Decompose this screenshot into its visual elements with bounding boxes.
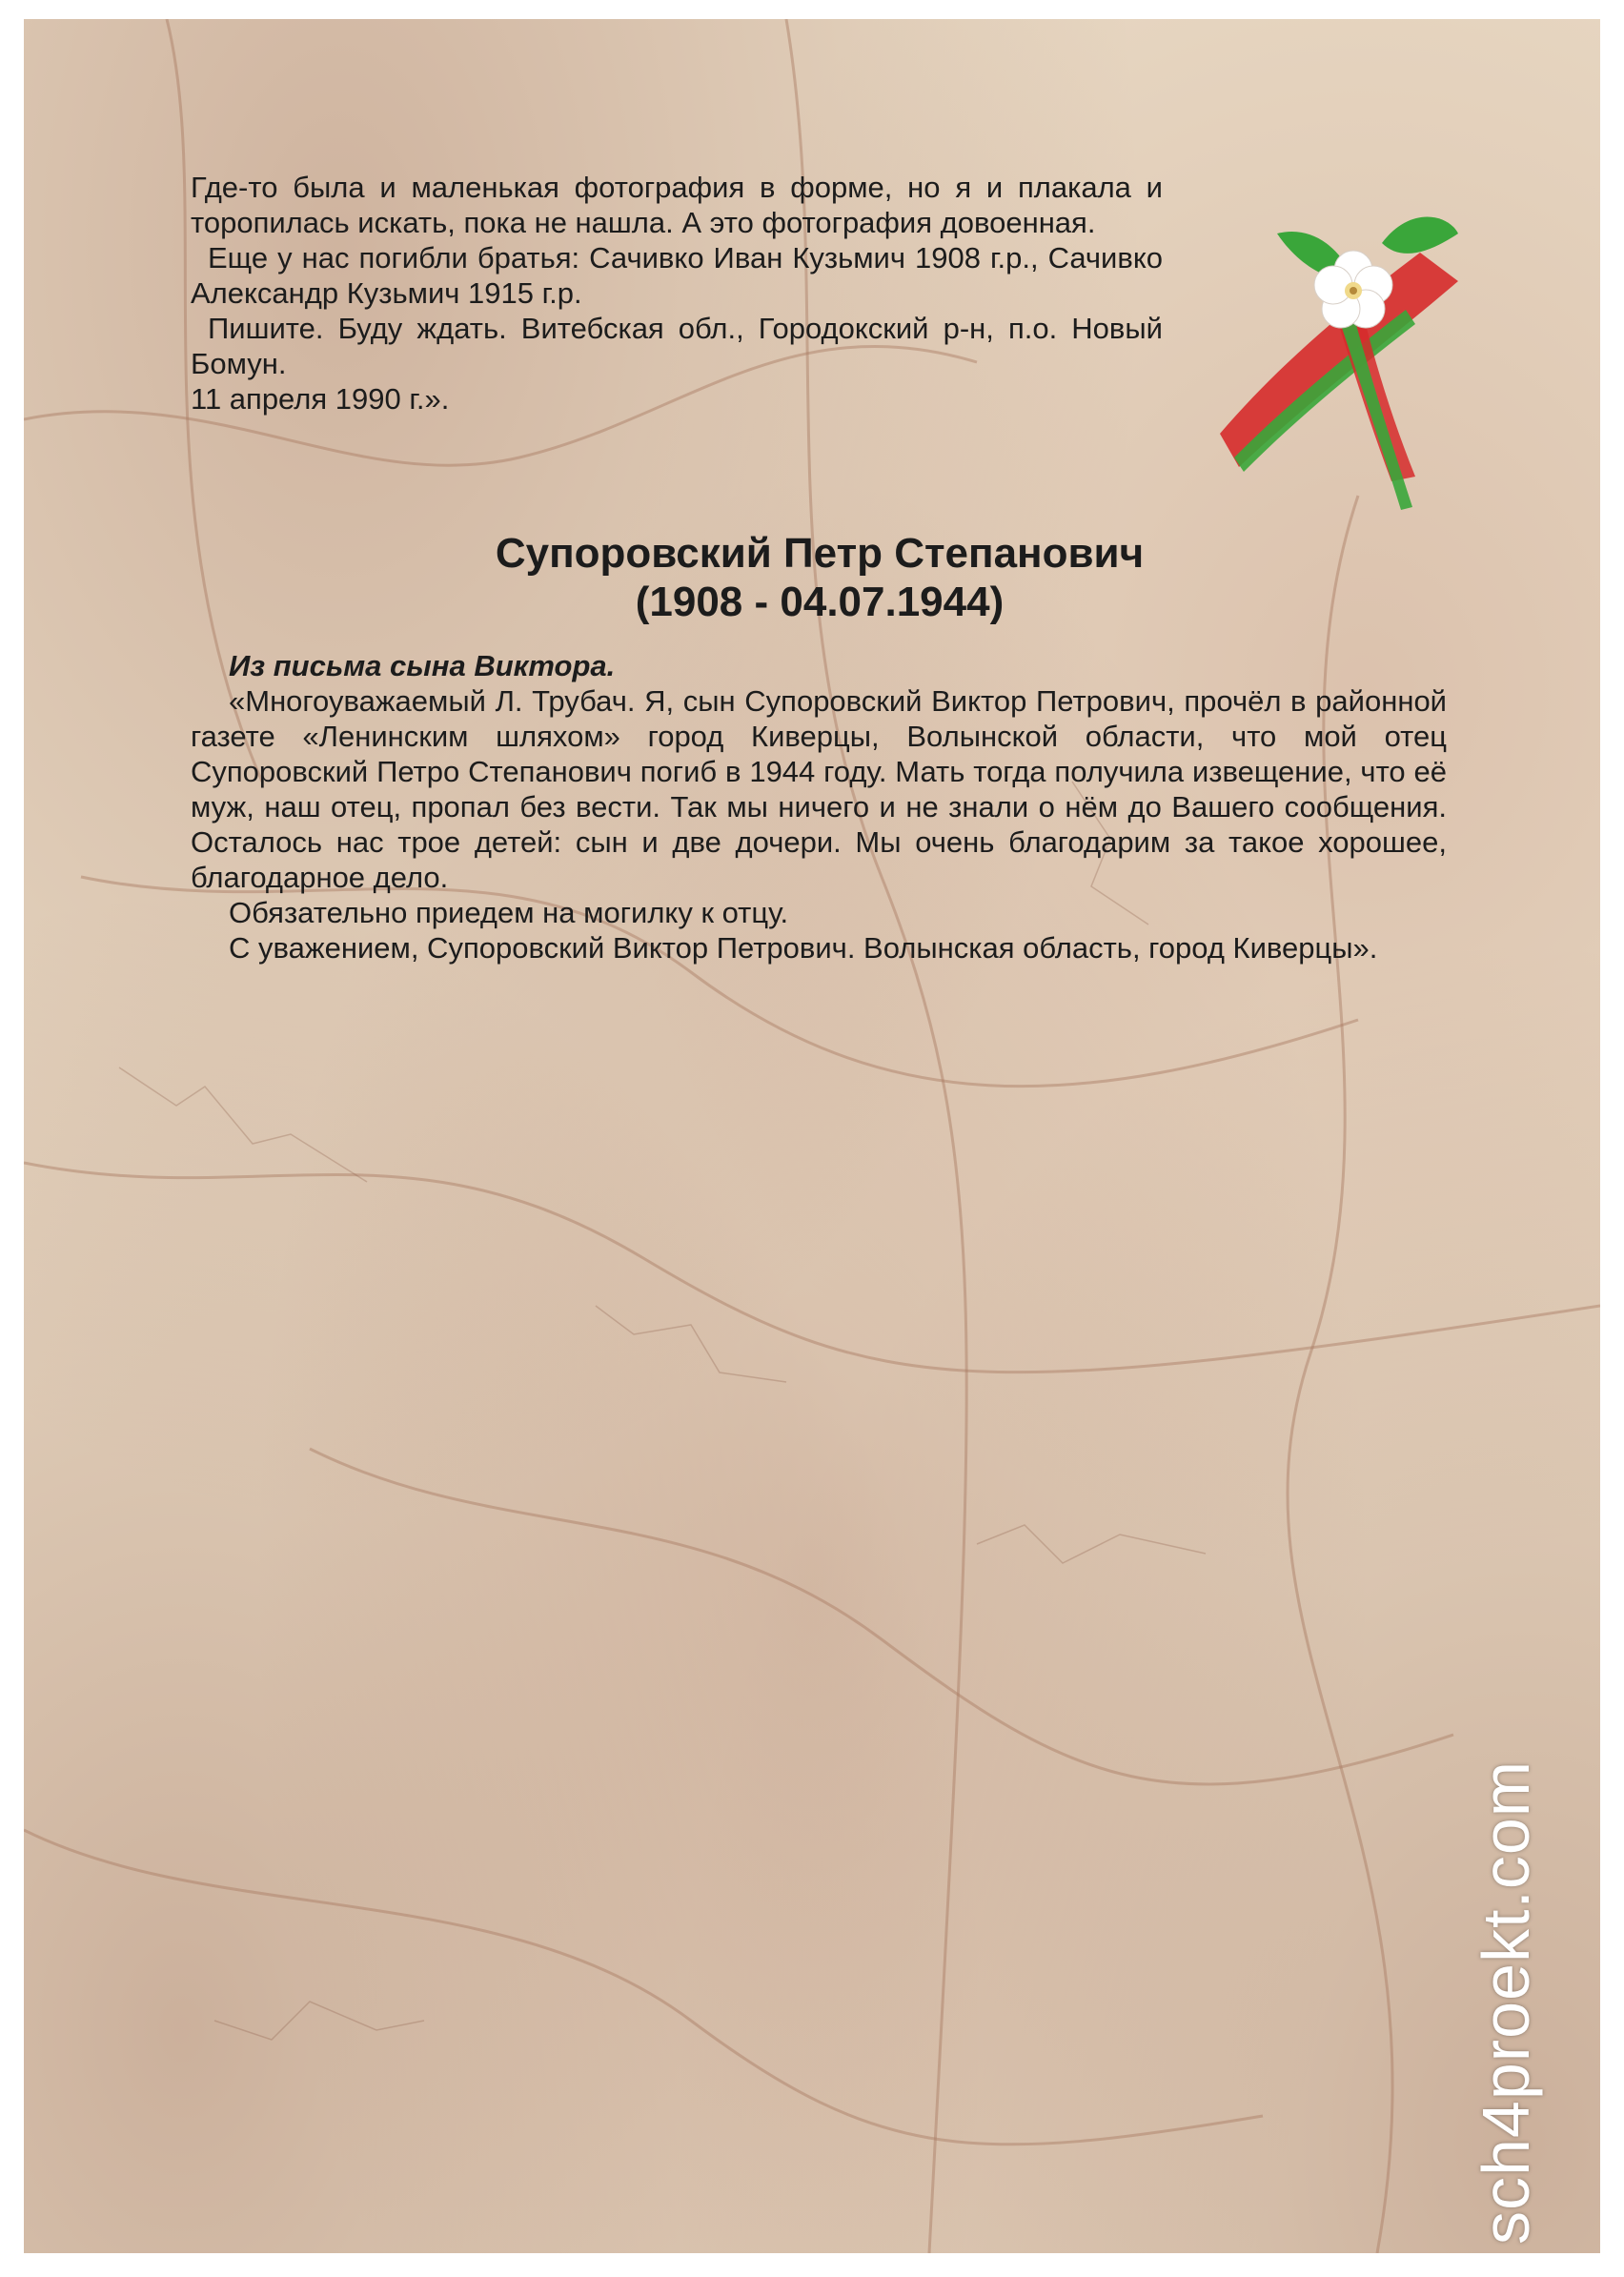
letter-paragraph: Обязательно приедем на могилку к отцу. [229,896,789,929]
letter-line-photo: Где-то была и маленькая фотография в форме, но я и плакала и торопилась искать, пока не нашла. А это фотография довоенная. [191,171,1163,239]
site-watermark: sch4proekt.com [1469,1759,1543,2245]
son-letter [191,648,1447,966]
letter-line-address: Пишите. Буду ждать. Витебская обл., Городокский р-н, п.о. Новый Бомун. [191,312,1163,380]
letter-lead: Из письма сына Виктора. [229,649,616,682]
letter-paragraph: «Многоуважаемый Л. Трубач. Я, сын Супоровский Виктор Петрович, прочёл в районной газете «Ленинским шляхом» город Киверцы, Волынской области, что мой отец Супоровский Петро Степанович погиб в 1944 году. Мать тогда получила извещение, что её муж, наш отец, пропал без вести. Так мы ничего и не знали о нём до Вашего сообщения. Осталось нас трое детей: сын и две дочери. Мы очень благодарим за такое хорошее, благодарное дело. [191,684,1447,894]
letter-signature: С уважением, Супоровский Виктор Петрович. Волынская область, город Киверцы». [229,931,1378,965]
person-dates-heading: (1908 - 04.07.1944) [635,579,1005,625]
person-name-heading: Супоровский Петр Степанович [495,530,1145,577]
remembrance-ribbon-with-flower [1201,195,1487,524]
letter-line-brothers: Еще у нас погибли братья: Сачивко Иван Кузьмич 1908 г.р., Сачивко Александр Кузьмич 1915 г.р. [191,241,1163,310]
previous-letter-ending [191,170,1163,417]
letter-date: 11 апреля 1990 г.». [191,382,450,416]
